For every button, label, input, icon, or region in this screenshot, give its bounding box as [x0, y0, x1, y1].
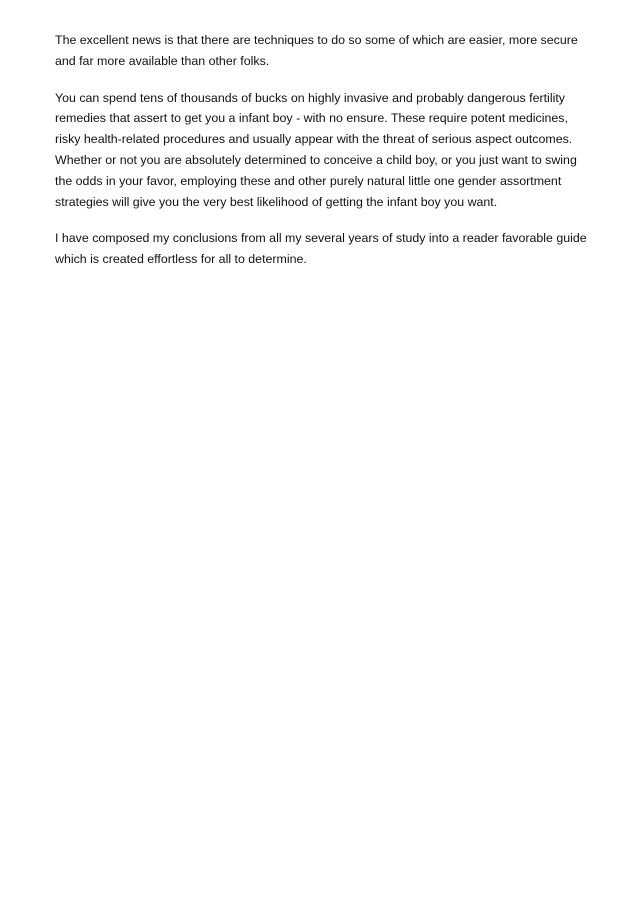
paragraph-3: I have composed my conclusions from all my several years of study into a reader favorable guide which is created effortless for all to determine.: [55, 231, 587, 267]
paragraph-1: The excellent news is that there are techniques to do so some of which are easier, more secure and far more available than other folks.: [55, 33, 578, 68]
document-body: [55, 30, 595, 286]
paragraph-2: You can spend tens of thousands of bucks on highly invasive and probably dangerous fertility remedies that assert to get you a infant boy - with no ensure. These require potent medicines, risky health-related procedures and usually appear with the threat of serious aspect outcomes. Whether or not you are absolutely determined to conceive a child boy, or you just want to swing the odds in your favor, employing these and other purely natural little one gender assortment strategies will give you the very best likelihood of getting the infant boy you want.: [55, 90, 577, 209]
